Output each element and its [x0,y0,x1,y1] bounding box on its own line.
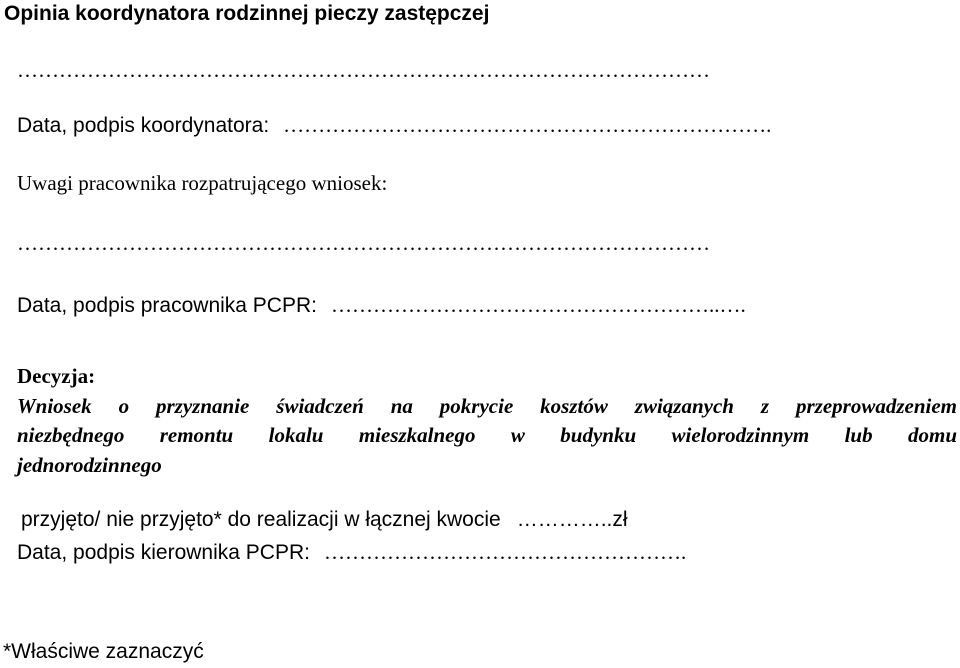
decision-text-line-1: Wniosek o przyznanie świadczeń na pokrycie kosztów związanych z przeprowadzeniem [17,394,957,418]
employee-signature-label: Data, podpis pracownika PCPR: [17,294,317,317]
employee-remarks-dots: ……………………………………………………………………………………… [17,231,710,255]
coordinator-signature-dots: ……………………………………………………………. [283,113,772,137]
employee-remarks-heading: Uwagi pracownika rozpatrującego wniosek: [17,171,388,195]
manager-signature-dots: ……………………………………………. [323,540,687,564]
decision-result-row [21,508,628,532]
employee-signature-row [17,293,746,318]
manager-signature-label: Data, podpis kierownika PCPR: [17,541,310,564]
footnote: *Właściwe zaznaczyć [3,640,204,663]
manager-signature-row [17,540,686,565]
decision-result-text: przyjęto/ nie przyjęto* do realizacji w łącznej kwocie [21,508,501,531]
employee-signature-dots: ………………………………………………..…. [330,293,746,317]
decision-text-line-2: niezbędnego remontu lokalu mieszkalnego w budynku wielorodzinnym lub domu [17,423,957,447]
coordinator-opinion-dots: ……………………………………………………………………………………… [17,58,710,82]
coordinator-signature-label: Data, podpis koordynatora: [17,114,270,137]
decision-text-line-3: jednorodzinnego [17,453,162,477]
coordinator-signature-row [17,113,771,138]
decision-amount-dots: …………..zł [516,508,628,531]
decision-heading: Decyzja: [17,364,96,388]
coordinator-opinion-heading: Opinia koordynatora rodzinnej pieczy zastępczej [4,2,490,25]
